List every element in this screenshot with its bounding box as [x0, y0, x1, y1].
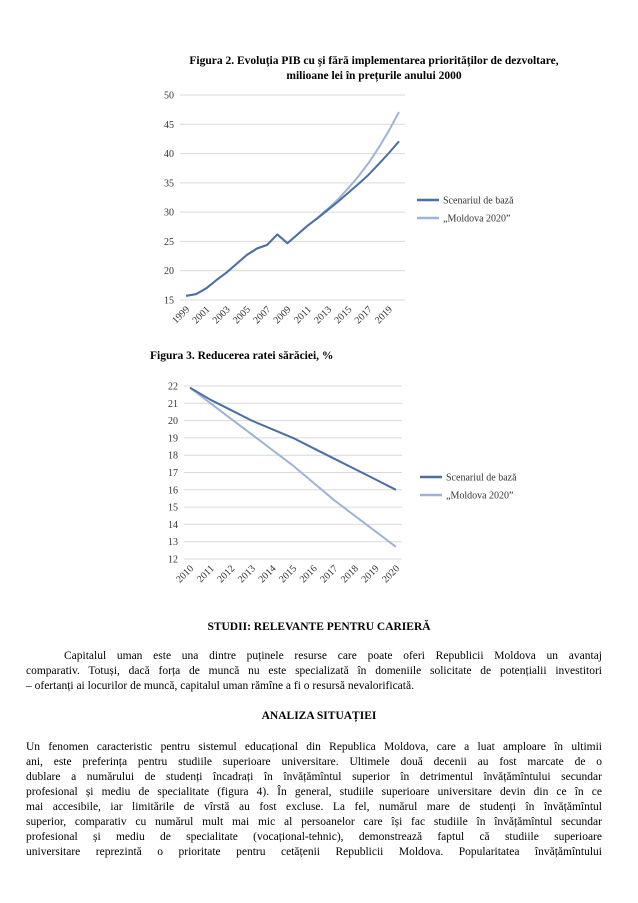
fig3-legend-label: Scenariul de bază — [446, 472, 517, 484]
fig3-x-tick-label: 2019 — [359, 563, 382, 586]
figure2-title-line1: Figura 2. Evoluția PIB cu și fără implementarea priorităților de dezvoltare, — [189, 55, 559, 67]
fig3-y-tick-label: 13 — [168, 537, 178, 549]
fig2-x-tick-label: 2001 — [190, 304, 213, 327]
fig2-y-tick-label: 45 — [164, 119, 174, 131]
fig2-y-tick-label: 50 — [164, 90, 174, 102]
fig2-y-tick-label: 20 — [164, 266, 174, 278]
fig3-x-tick-label: 2014 — [256, 563, 279, 586]
fig3-y-tick-label: 14 — [168, 519, 178, 531]
paragraph-line: profesional și mediu de specialitate (vocațional-tehnic), demonstrează faptul că studiile superioare — [26, 831, 602, 843]
paragraph-line: ani, este preferința pentru studiile superioare universitare. Ultimele două decenii au fost marcate de o — [26, 756, 602, 768]
fig3-x-tick-label: 2013 — [236, 563, 258, 586]
fig3-x-tick-label: 2017 — [318, 563, 341, 586]
section-heading-careers: STUDII: RELEVANTE PENTRU CARIERĂ — [207, 621, 431, 633]
fig3-y-tick-label: 20 — [168, 416, 178, 428]
fig2-y-tick-label: 15 — [164, 295, 174, 307]
fig2-legend-label: „Moldova 2020” — [443, 213, 511, 225]
paragraph-analysis — [26, 740, 602, 860]
paragraph-line: mai accesibile, iar limitările de vîrstă au fost excluse. La fel, numărul mare de studenți în învățămîntul — [26, 801, 602, 813]
fig3-y-tick-label: 18 — [168, 450, 178, 462]
fig3-x-tick-label: 2012 — [215, 563, 238, 586]
paragraph-line: Un fenomen caracteristic pentru sistemul educațional din Republica Moldova, care a luat amploare în ultimii — [26, 741, 602, 753]
fig3-y-tick-label: 22 — [168, 381, 178, 393]
fig3-x-tick-label: 2020 — [380, 563, 403, 586]
fig3-x-tick-label: 2016 — [297, 563, 320, 586]
fig2-x-tick-label: 2005 — [231, 304, 253, 327]
fig3-y-tick-label: 16 — [168, 485, 178, 497]
fig2-x-tick-label: 2011 — [292, 304, 314, 327]
fig2-x-tick-label: 2013 — [312, 304, 335, 327]
paragraph-line: dublare a numărului de studenți încadrați în învățămîntul superior în detrimentul învățămîntului secundar — [26, 771, 602, 783]
paragraph-line: – ofertanți ai locurilor de muncă, capitalul uman rămîne a fi o resursă nevalorificată. — [26, 680, 414, 692]
figure2-title-line2: milioane lei în prețurile anului 2000 — [286, 70, 462, 82]
fig2-y-tick-label: 40 — [164, 149, 174, 161]
fig2-legend-label: Scenariul de bază — [443, 195, 514, 207]
paragraph-line: Capitalul uman este una dintre puținele resurse care poate oferi Republicii Moldova un avantaj — [64, 650, 602, 662]
fig3-x-tick-label: 2015 — [277, 563, 300, 586]
fig3-x-tick-label: 2010 — [174, 563, 197, 586]
fig2-x-tick-label: 2015 — [332, 304, 355, 327]
paragraph-line: comparativ. Totuși, dacă forța de muncă nu este specializată în domeniile solicitate de potențialii investitori — [26, 665, 602, 677]
paragraph-line: profesional și mediu de specialitate (figura 4). În general, studiile superioare universitare devin din ce în ce — [26, 786, 602, 798]
figure3-title: Figura 3. Reducerea ratei sărăciei, % — [150, 350, 334, 362]
fig3-y-tick-label: 21 — [168, 398, 178, 410]
fig2-x-tick-label: 2019 — [373, 304, 395, 327]
fig2-x-tick-label: 2003 — [210, 304, 233, 327]
paragraph-line: superior, comparativ cu numărul mult mai mic al persoanelor care își fac studiile în învățămîntul secundar — [26, 816, 602, 828]
fig2-y-tick-label: 25 — [164, 236, 174, 248]
fig2-y-tick-label: 35 — [164, 178, 174, 190]
fig2-x-tick-label: 2017 — [352, 304, 375, 327]
fig2-x-tick-label: 2009 — [271, 304, 294, 327]
paragraph-line: universitare reprezintă o prioritate pentru cetățenii Republicii Moldova. Popularitatea învățămîntului — [26, 846, 602, 858]
fig3-y-tick-label: 17 — [168, 468, 178, 479]
fig3-x-tick-label: 2018 — [339, 563, 361, 586]
fig3-y-tick-label: 12 — [168, 554, 178, 566]
paragraph-human-capital — [26, 649, 602, 694]
fig2-x-tick-label: 1999 — [170, 304, 193, 327]
fig2-x-tick-label: 2007 — [251, 304, 274, 327]
fig3-y-tick-label: 15 — [168, 502, 178, 514]
fig2-series-line-1 — [186, 112, 399, 296]
fig2-y-tick-label: 30 — [164, 207, 174, 219]
fig3-y-tick-label: 19 — [168, 433, 178, 445]
fig3-x-tick-label: 2011 — [195, 563, 217, 586]
section-heading-analysis: ANALIZA SITUAȚIEI — [261, 710, 377, 722]
fig3-legend-label: „Moldova 2020” — [446, 490, 514, 502]
